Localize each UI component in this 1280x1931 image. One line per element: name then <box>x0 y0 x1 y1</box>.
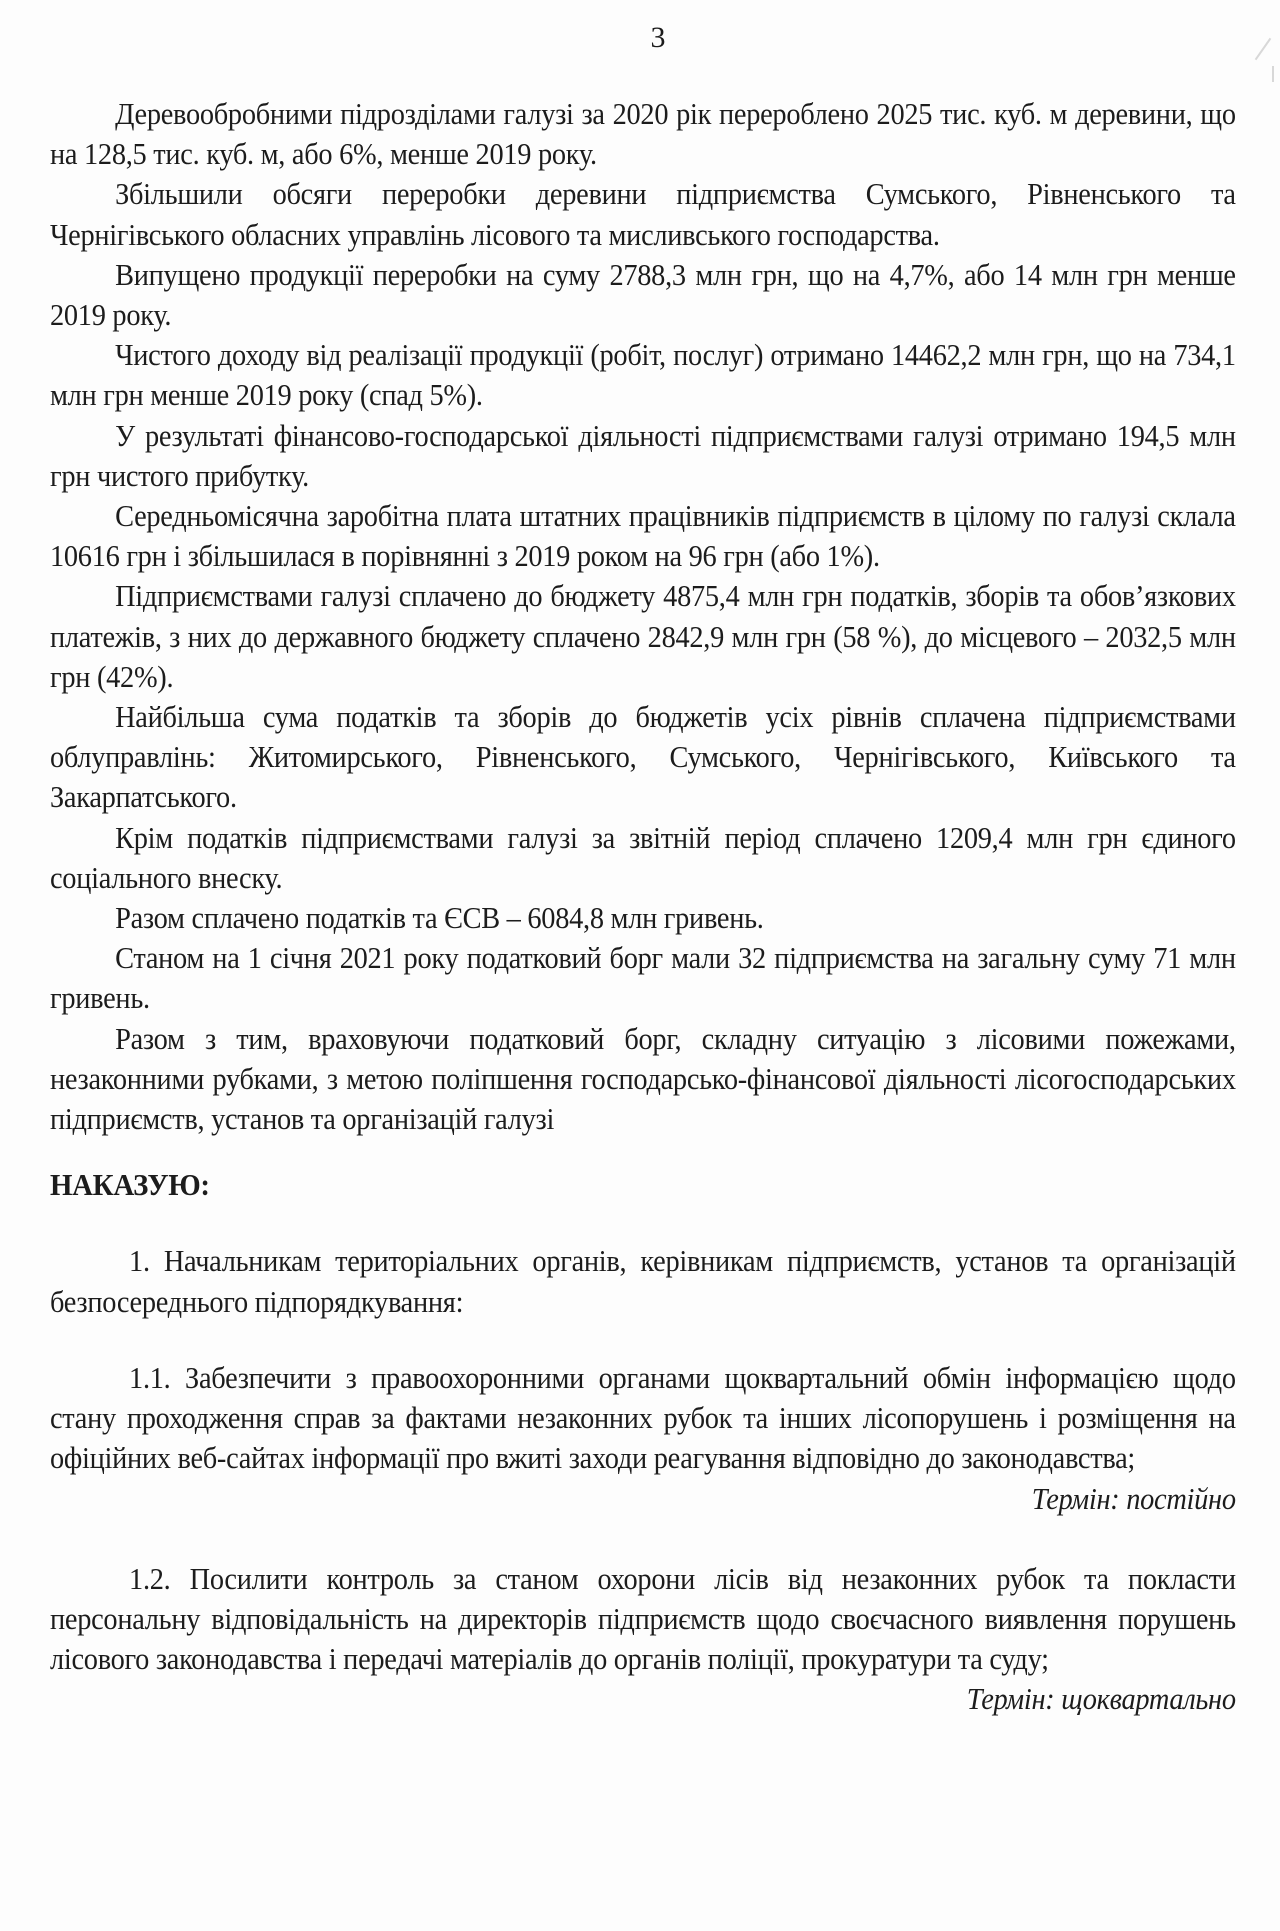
paragraph-tax-debt: Станом на 1 січня 2021 року податковий борг мали 32 підприємства на загальну суму 71 млн гривень. <box>50 941 1236 1016</box>
page-number: 3 <box>650 21 666 54</box>
paragraph-taxes-paid: Підприємствами галузі сплачено до бюджету 4875,4 млн грн податків, зборів та обов’язкових платежів, з них до державного бюджету сплачено 2842,9 млн грн (58 %), до місцевого – 2032,5 млн грн (42%). <box>50 579 1236 694</box>
order-item-1: 1. Начальникам територіальних органів, керівникам підприємств, установ та організацій безпосереднього підпорядкування: <box>50 1244 1236 1319</box>
order-item-1-2: 1.2. Посилити контроль за станом охорони лісів від незаконних рубок та покласти персональну відповідальність на директорів підприємств щодо своєчасного виявлення порушень лісового законодавства і передачі матеріалів до органів поліції, прокуратури та суду; <box>50 1561 1236 1677</box>
paragraph-considering: Разом з тим, враховуючи податковий борг, складну ситуацію з лісовими пожежами, незаконними рубками, з метою поліпшення господарсько-фінансової діяльності лісогосподарських підприємств, установ та організацій галузі <box>50 1021 1236 1137</box>
document-body <box>50 94 1236 1720</box>
deadline-item-1-1: Термін: постійно <box>1031 1481 1236 1516</box>
paragraph-wood-processing: Деревообробними підрозділами галузі за 2020 рік перероблено 2025 тис. куб. м деревини, що на 128,5 тис. куб. м, або 6%, менше 2019 року. <box>50 97 1236 172</box>
paragraph-average-salary: Середньомісячна заробітна плата штатних працівників підприємств в цілому по галузі склала 10616 грн і збільшилася в порівнянні з 2019 роком на 96 грн (або 1%). <box>50 499 1236 574</box>
paragraph-net-income: Чистого доходу від реалізації продукції (робіт, послуг) отримано 14462,2 млн грн, що на 734,1 млн грн менше 2019 року (спад 5%). <box>50 338 1236 413</box>
paragraph-largest-taxpayers: Найбільша сума податків та зборів до бюджетів усіх рівнів сплачена підприємствами облуправлінь: Житомирського, Рівненського, Сумського, Чернігівського, Київського та Закарпатського. <box>50 700 1236 815</box>
paragraph-social-contribution: Крім податків підприємствами галузі за звітній період сплачено 1209,4 млн грн єдиного соціального внеску. <box>50 820 1236 895</box>
paragraph-products-output: Випущено продукції переробки на суму 2788,3 млн грн, що на 4,7%, або 14 млн грн менше 2019 року. <box>50 257 1236 333</box>
document-page <box>50 0 1236 1720</box>
order-heading: НАКАЗУЮ: <box>50 1167 210 1203</box>
paragraph-net-profit: У результаті фінансово-господарської діяльності підприємствами галузі отримано 194,5 млн грн чистого прибутку. <box>50 418 1236 493</box>
paragraph-processing-increase: Збільшили обсяги переробки деревини підприємства Сумського, Рівненського та Чернігівського обласних управлінь лісового та мисливського господарства. <box>50 177 1236 252</box>
scan-artifact <box>1272 66 1274 82</box>
paragraph-total-paid: Разом сплачено податків та ЄСВ – 6084,8 млн гривень. <box>115 901 764 936</box>
scan-artifact <box>1255 38 1272 60</box>
order-item-1-1: 1.1. Забезпечити з правоохоронними органами щоквартальний обмін інформацією щодо стану проходження справ за фактами незаконних рубок та інших лісопорушень і розміщення на офіційних веб-сайтах інформації про вжиті заходи реагування відповідно до законодавства; <box>50 1360 1236 1476</box>
deadline-item-1-2: Термін: щоквартально <box>966 1682 1236 1717</box>
